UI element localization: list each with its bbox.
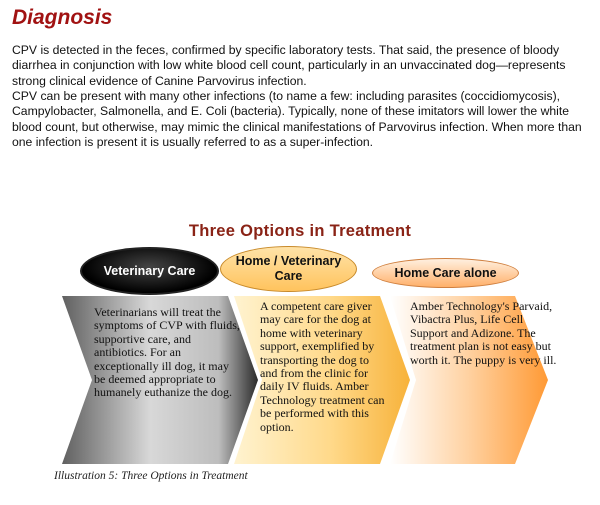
option-text-veterinary-care: Veterinarians will treat the symptoms of CVP with fluids, supportive care, and antibiotics. For an exceptionally ill dog, it may be deemed appropriate to humanely euthanize the dog.	[94, 305, 240, 400]
option-label-veterinary-care: Veterinary Care	[80, 247, 219, 295]
figure-caption: Illustration 5: Three Options in Treatment	[54, 470, 248, 482]
option-label-home-care-alone: Home Care alone	[372, 258, 519, 288]
section-heading: Diagnosis	[12, 6, 113, 29]
paragraph-detection: CPV is detected in the feces, confirmed by specific laboratory tests. That said, the presence of bloody diarrhea in conjunction with low white blood cell count, particularly in an unvaccinated dog—represents strong clinical evidence of Canine Parvovirus infection.	[12, 43, 566, 88]
figure-title: Three Options in Treatment	[188, 222, 412, 240]
option-text-home-care-alone: Amber Technology's Parvaid, Vibactra Plus, Life Cell Support and Adizone. The treatment plan is not easy but worth it. The puppy is very ill.	[410, 299, 557, 367]
option-label-home-veterinary-care: Home / Veterinary Care	[220, 246, 357, 292]
paragraph-coinfections: CPV can be present with many other infections (to name a few: including parasites (coccidiomycosis), Campylobacter, Salmonella, and E. Coli (bacteria). Typically, none of these imitators will lower the white blood count, but otherwise, may mimic the clinical manifestations of Parvovirus infection. When more than one infection is present it is usually referred to as a super-infection.	[12, 89, 582, 150]
option-text-home-veterinary-care: A competent care giver may care for the dog at home with veterinary support, exemplified by transporting the dog to and from the clinic for daily IV fluids. Amber Technology treatment can be performed with this option.	[260, 299, 385, 434]
